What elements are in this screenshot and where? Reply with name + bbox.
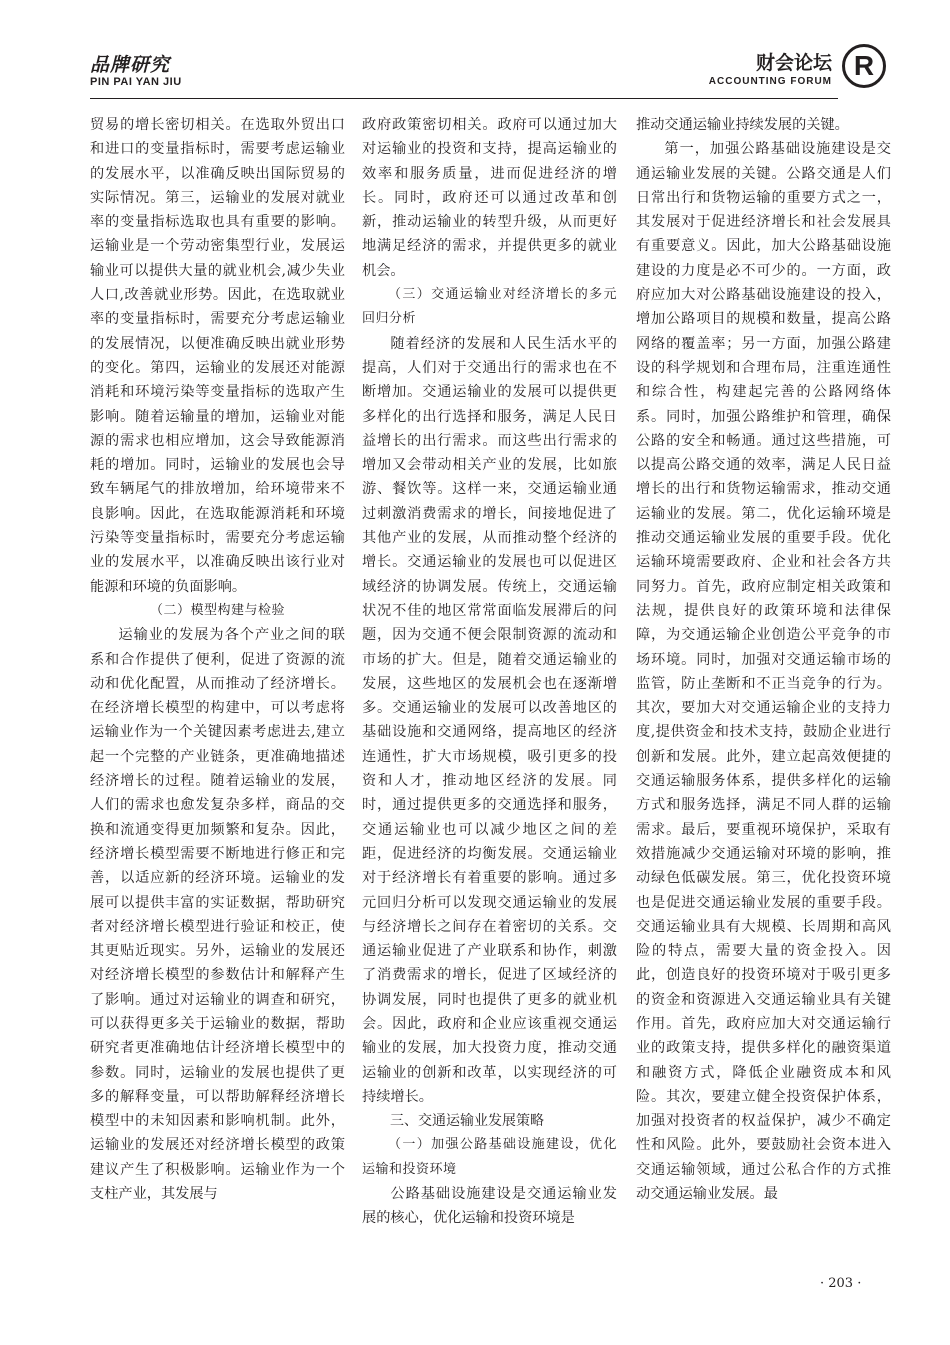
paragraph: 运输业的发展为各个产业之间的联系和合作提供了便利，促进了资源的流动和优化配置，从而推动了经济增长。在经济增长模型的构建中，可以考虑将运输业作为一个关键因素考虑进去,建立起一个完整的产业链条，更准确地描述经济增长的过程。随着运输业的发展，人们的需求也愈发复杂多样，商品的交换和流通变得更加频繁和复杂。因此，经济增长模型需要不断地进行修正和完善，以适应新的经济环境。运输业的发展可以提供丰富的实证数据，帮助研究者对经济增长模型进行验证和校正，使其更贴近现实。另外，运输业的发展还对经济增长模型的参数估计和解释产生了影响。通过对运输业的调查和研究，可以获得更多关于运输业的数据，帮助研究者更准确地估计经济增长模型中的参数。同时，运输业的发展也提供了更多的解释变量，可以帮助解释经济增长模型中的未知因素和影响机制。此外，运输业的发展还对经济增长模型的政策建议产生了积极影响。运输业作为一个支柱产业，其发展与 (90, 627, 345, 1203)
journal-brand-pinyin: PIN PAI YAN JIU (90, 76, 182, 88)
subsection-heading: （一）加强公路基础设施建设，优化运输和投资环境 (362, 1137, 617, 1177)
section-heading: 三、交通运输业发展策略 (390, 1113, 544, 1130)
subsection-heading: （二）模型构建与检验 (149, 602, 285, 618)
page-number: · 203 · (820, 1276, 862, 1291)
text-column-3 (636, 113, 891, 1206)
paragraph: 第一，加强公路基础设施建设是交通运输业发展的关键。公路交通是人们日常出行和货物运输的重要方式之一，其发展对于促进经济增长和社会发展具有重要意义。因此，加大公路基础设施建设的力度是必不可少的。一方面，政府应加大对公路基础设施建设的投入，增加公路项目的规模和数量，提高公路网络的覆盖率；另一方面，加强公路建设的科学规划和合理布局，注重连通性和综合性，构建起完善的公路网络体系。同时，加强公路维护和管理，确保公路的安全和畅通。通过这些措施，可以提高公路交通的效率，满足人民日益增长的出行和货物运输需求，推动交通运输业的发展。第二，优化运输环境是推动交通运输业发展的重要手段。优化运输环境需要政府、企业和社会各方共同努力。首先，政府应制定相关政策和法规，提供良好的政策环境和法律保障，为交通运输企业创造公平竞争的市场环境。同时，加强对交通运输市场的监管，防止垄断和不正当竞争的行为。其次，要加大对交通运输企业的支持力度,提供资金和技术支持，鼓励企业进行创新和发展。此外，建立起高效便捷的交通运输服务体系，提供多样化的运输方式和服务选择，满足不同人群的运输需求。最后，要重视环境保护，采取有效措施减少交通运输对环境的影响，推动绿色低碳发展。第三，优化投资环境也是促进交通运输业发展的重要手段。交通运输业具有大规模、长周期和高风险的特点，需要大量的资金投入。因此，创造良好的投资环境对于吸引更多的资金和资源进入交通运输业具有关键作用。首先，政府应加大对交通运输行业的政策支持，提供多样化的融资渠道和融资方式，降低企业融资成本和风险。其次，要建立健全投资保护体系，加强对投资者的权益保护，减少不确定性和风险。此外，要鼓励社会资本进入交通运输领域，通过公私合作的方式推动交通运输业发展。最 (636, 141, 891, 1203)
paragraph: 贸易的增长密切相关。在选取外贸出口和进口的变量指标时，需要考虑运输业的发展水平，以准确反映出国际贸易的实际情况。第三，运输业的发展对就业率的变量指标选取也具有重要的影响。运输业是一个劳动密集型行业，发展运输业可以提供大量的就业机会,减少失业人口,改善就业形势。因此，在选取就业率的变量指标时，需要充分考虑运输业的发展情况，以便准确反映出就业形势的变化。第四，运输业的发展还对能源消耗和环境污染等变量指标的选取产生影响。随着运输量的增加，运输业对能源的需求也相应增加，这会导致能源消耗的增加。同时，运输业的发展也会导致车辆尾气的排放增加，给环境带来不良影响。因此，在选取能源消耗和环境污染等变量指标时，需要充分考虑运输业的发展水平，以准确反映出该行业对能源和环境的负面影响。 (90, 117, 345, 595)
journal-brand-title: 品牌研究 (90, 54, 171, 76)
paragraph: 公路基础设施建设是交通运输业发展的核心，优化运输和投资环境是 (362, 1186, 617, 1227)
paragraph: 推动交通运输业持续发展的关键。 (636, 117, 849, 133)
subsection-heading: （三）交通运输业对经济增长的多元回归分析 (362, 287, 617, 327)
page-header (0, 0, 950, 100)
paragraph: 政府政策密切相关。政府可以通过加大对运输业的投资和支持，提高运输业的效率和服务质量，进而促进经济的增长。同时，政府还可以通过改革和创新，推动运输业的转型升级，从而更好地满足经济的需求，并提供更多的就业机会。 (362, 117, 617, 279)
paragraph: 随着经济的发展和人民生活水平的提高，人们对于交通出行的需求也在不断增加。交通运输业的发展可以提供更多样化的出行选择和服务，满足人民日益增长的出行需求。而这些出行需求的增加又会带动相关产业的发展，比如旅游、餐饮等。这样一来，交通运输业通过刺激消费需求的增长，间接地促进了其他产业的发展，从而推动整个经济的增长。交通运输业的发展也可以促进区域经济的协调发展。传统上，交通运输状况不佳的地区常常面临发展滞后的问题，因为交通不便会限制资源的流动和市场的扩大。但是，随着交通运输业的发展，这些地区的发展机会也在逐渐增多。交通运输业的发展可以改善地区的基础设施和交通网络，提高地区的经济连通性，扩大市场规模，吸引更多的投资和人才，推动地区经济的发展。同时，通过提供更多的交通选择和服务，交通运输业也可以减少地区之间的差距，促进经济的均衡发展。交通运输业对于经济增长有着重要的影响。通过多元回归分析可以发现交通运输业的发展与经济增长之间存在着密切的关系。交通运输业促进了产业联系和协作，刺激了消费需求的增长，促进了区域经济的协调发展，同时也提供了更多的就业机会。因此，政府和企业应该重视交通运输业的发展，加大投资力度，推动交通运输业的创新和改革，以实现经济的可持续增长。 (362, 335, 617, 1105)
text-column-1 (90, 113, 345, 1206)
text-column-2 (362, 113, 617, 1231)
section-title-english: ACCOUNTING FORUM (708, 76, 832, 87)
registered-logo-icon: R (842, 44, 886, 88)
header-divider (90, 98, 838, 99)
section-title: 财会论坛 (755, 53, 832, 74)
